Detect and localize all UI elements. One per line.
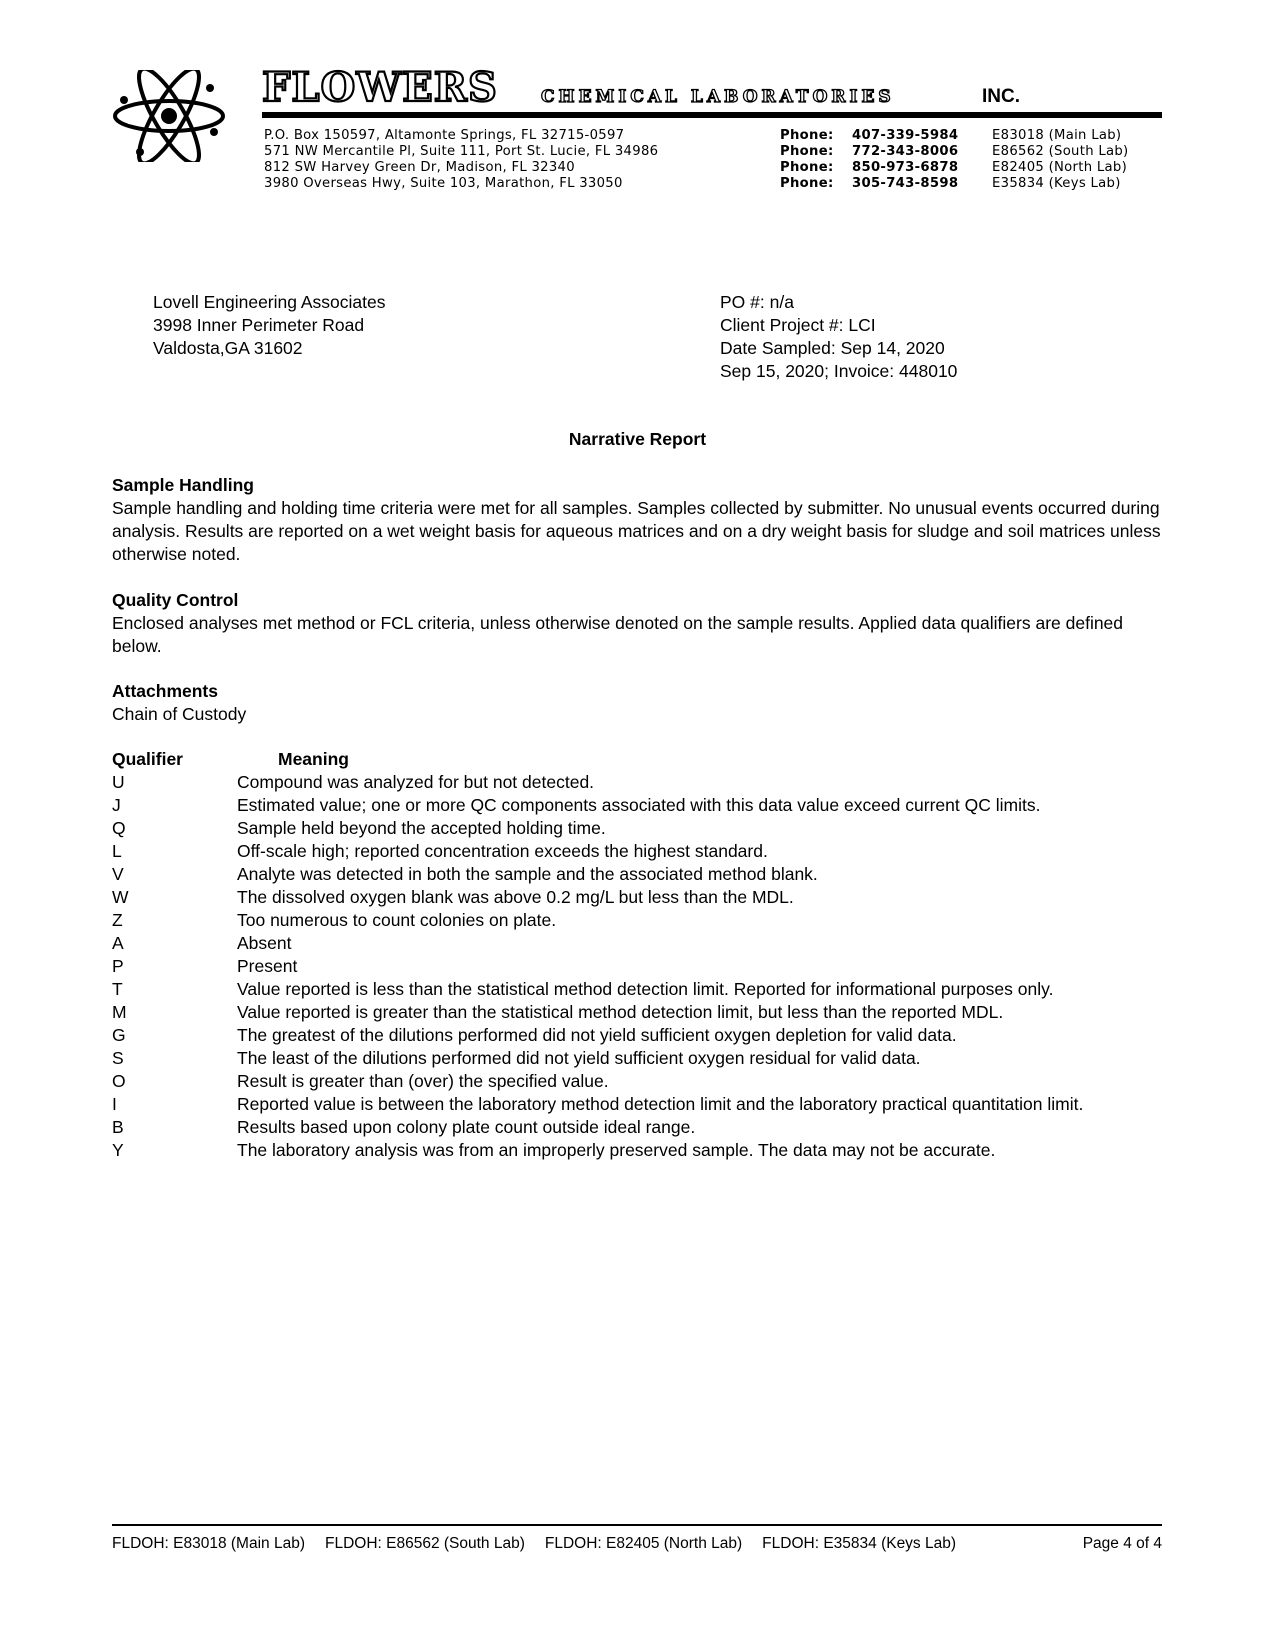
lab-addresses — [264, 128, 658, 192]
table-row — [112, 978, 1083, 1001]
client-name: Lovell Engineering Associates — [153, 292, 386, 312]
qualifier-code: P — [112, 956, 124, 976]
section-heading: Sample Handling — [112, 475, 254, 495]
qualifier-code: S — [112, 1048, 124, 1068]
col-meaning: Meaning — [278, 749, 349, 769]
table-row — [112, 932, 1083, 955]
client-city: Valdosta,GA 31602 — [153, 338, 303, 358]
qualifier-table — [112, 771, 1083, 1162]
phone-number: 850-973-6878 — [852, 160, 959, 175]
phone-line — [780, 176, 1128, 192]
address-line: 3980 Overseas Hwy, Suite 103, Marathon, FL 33050 — [264, 176, 623, 191]
section-body: Sample handling and holding time criteria were met for all samples. Samples collected by submitter. No unusual events occurred during analysis. Results are reported on a wet weight basis for aqueous matrices and on a dry weight basis for sludge and soil matrices unless otherwise noted. — [112, 498, 1161, 564]
table-row — [112, 1024, 1083, 1047]
po-number: PO #: n/a — [720, 292, 794, 312]
phone-number: 772-343-8006 — [852, 144, 959, 159]
qualifier-code: I — [112, 1094, 117, 1114]
col-qualifier: Qualifier — [112, 749, 183, 769]
footer-lab: FLDOH: E83018 (Main Lab) — [112, 1535, 305, 1552]
qualifier-meaning: Compound was analyzed for but not detected. — [237, 772, 595, 792]
page-number: Page 4 of 4 — [1082, 1535, 1162, 1552]
qualifier-code: Q — [112, 818, 126, 838]
qualifier-code: Z — [112, 910, 123, 930]
letterhead-rule — [262, 112, 1162, 118]
section-sample-handling — [112, 474, 1172, 566]
qualifier-code: T — [112, 979, 123, 999]
client-project: Client Project #: LCI — [720, 315, 876, 335]
table-row — [112, 955, 1083, 978]
client-street: 3998 Inner Perimeter Road — [153, 315, 365, 335]
qualifier-meaning: Too numerous to count colonies on plate. — [237, 910, 557, 930]
qualifier-meaning: Sample held beyond the accepted holding time. — [237, 818, 606, 838]
qualifier-meaning: Absent — [237, 933, 292, 953]
qualifier-code: A — [112, 933, 124, 953]
section-body: Enclosed analyses met method or FCL criteria, unless otherwise denoted on the sample results. Applied data qualifiers are defined below. — [112, 613, 1124, 656]
address-line: P.O. Box 150597, Altamonte Springs, FL 32715-0597 — [264, 128, 625, 143]
section-heading: Quality Control — [112, 590, 239, 610]
footer-lab: FLDOH: E35834 (Keys Lab) — [762, 1535, 957, 1552]
atom-logo-icon — [110, 70, 228, 162]
qualifier-meaning: The dissolved oxygen blank was above 0.2 mg/L but less than the MDL. — [237, 887, 794, 907]
section-attachments — [112, 680, 1172, 726]
table-row — [112, 1070, 1083, 1093]
client-address — [153, 291, 386, 360]
phone-line — [780, 160, 1128, 176]
section-quality-control — [112, 589, 1172, 658]
qualifier-meaning: Value reported is less than the statistical method detection limit. Reported for informational purposes only. — [237, 979, 1054, 999]
qualifier-code: W — [112, 887, 129, 907]
brand-inc: INC. — [982, 86, 1020, 107]
qualifier-code: J — [112, 795, 121, 815]
report-title: Narrative Report — [568, 429, 707, 449]
phone-label: Phone: — [780, 128, 834, 143]
qualifier-code: B — [112, 1117, 124, 1137]
lab-id: E86562 (South Lab) — [992, 144, 1129, 159]
table-row — [112, 1116, 1083, 1139]
lab-id: E35834 (Keys Lab) — [992, 176, 1121, 191]
invoice-line: Sep 15, 2020; Invoice: 448010 — [720, 361, 958, 381]
footer-lab: FLDOH: E82405 (North Lab) — [544, 1535, 743, 1552]
phone-line — [780, 128, 1128, 144]
address-line: 812 SW Harvey Green Dr, Madison, FL 32340 — [264, 160, 575, 175]
table-row — [112, 794, 1083, 817]
table-row — [112, 1047, 1083, 1070]
qualifier-code: G — [112, 1025, 126, 1045]
phone-line — [780, 144, 1128, 160]
qualifier-meaning: Value reported is greater than the statistical method detection limit, but less than the reported MDL. — [237, 1002, 1004, 1022]
qualifier-code: U — [112, 772, 125, 792]
table-row — [112, 1001, 1083, 1024]
phone-label: Phone: — [780, 144, 834, 159]
address-line: 571 NW Mercantile Pl, Suite 111, Port St. Lucie, FL 34986 — [264, 144, 659, 159]
section-heading: Attachments — [112, 681, 218, 701]
lab-id: E82405 (North Lab) — [992, 160, 1128, 175]
qualifier-table-header — [112, 748, 349, 771]
footer-labs — [112, 1534, 976, 1554]
qualifier-code: L — [112, 841, 122, 861]
table-row — [112, 817, 1083, 840]
table-row — [112, 840, 1083, 863]
qualifier-meaning: The greatest of the dilutions performed did not yield sufficient oxygen depletion for valid data. — [237, 1025, 957, 1045]
qualifier-meaning: Analyte was detected in both the sample and the associated method blank. — [237, 864, 818, 884]
date-sampled: Date Sampled: Sep 14, 2020 — [720, 338, 945, 358]
table-row — [112, 1139, 1083, 1162]
phone-label: Phone: — [780, 176, 834, 191]
lab-phones — [780, 128, 1128, 192]
table-row — [112, 909, 1083, 932]
qualifier-meaning: Result is greater than (over) the specified value. — [237, 1071, 609, 1091]
order-info — [720, 291, 957, 383]
brand-sub: CHEMICAL LABORATORIES — [541, 87, 895, 107]
table-row — [112, 886, 1083, 909]
qualifier-meaning: Off-scale high; reported concentration exceeds the highest standard. — [237, 841, 768, 861]
lab-id: E83018 (Main Lab) — [992, 128, 1122, 143]
qualifier-meaning: The laboratory analysis was from an improperly preserved sample. The data may not be accurate. — [237, 1140, 996, 1160]
table-row — [112, 863, 1083, 886]
qualifier-code: O — [112, 1071, 126, 1091]
qualifier-code: M — [112, 1002, 127, 1022]
qualifier-code: Y — [112, 1140, 124, 1160]
phone-number: 407-339-5984 — [852, 128, 959, 143]
table-row — [112, 771, 1083, 794]
qualifier-code: V — [112, 864, 124, 884]
section-body: Chain of Custody — [112, 704, 247, 724]
phone-number: 305-743-8598 — [852, 176, 959, 191]
qualifier-meaning: Reported value is between the laboratory method detection limit and the laboratory practical quantitation limit. — [237, 1094, 1084, 1114]
footer-lab: FLDOH: E86562 (South Lab) — [324, 1535, 525, 1552]
phone-label: Phone: — [780, 160, 834, 175]
table-row — [112, 1093, 1083, 1116]
qualifier-meaning: The least of the dilutions performed did not yield sufficient oxygen residual for valid data. — [237, 1048, 921, 1068]
brand-main: FLOWERS — [262, 64, 498, 111]
qualifier-meaning: Estimated value; one or more QC components associated with this data value exceed current QC limits. — [237, 795, 1041, 815]
qualifier-meaning: Results based upon colony plate count outside ideal range. — [237, 1117, 696, 1137]
qualifier-meaning: Present — [237, 956, 298, 976]
footer-rule — [112, 1524, 1162, 1526]
